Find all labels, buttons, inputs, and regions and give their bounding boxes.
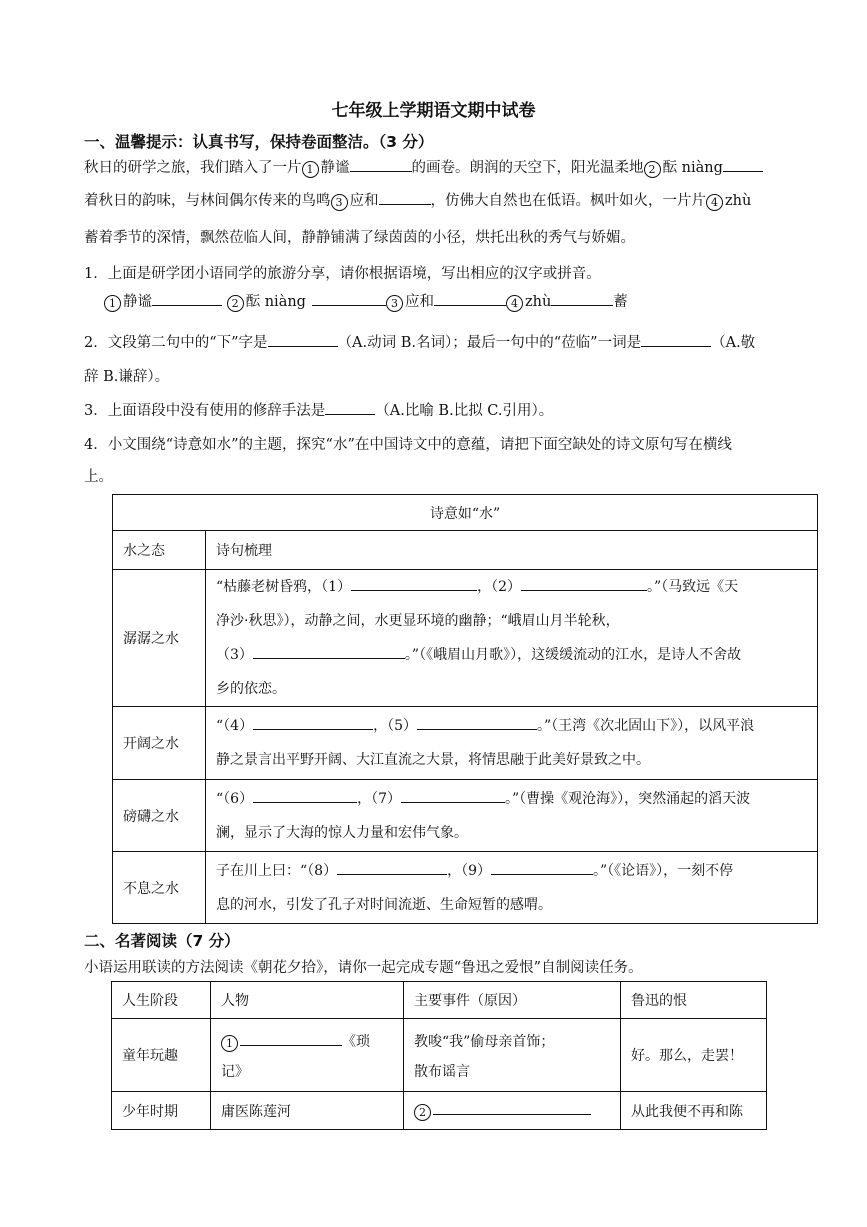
- dotted-word: 静谧: [320, 160, 350, 176]
- section1-heading: 一、温馨提示：认真书写，保持卷面整洁。（3 分）: [84, 133, 434, 151]
- section2-intro: 小语运用联读的方法阅读《朝花夕拾》，请你一起完成专题“鲁迅之爱恨”自制阅读任务。: [84, 960, 643, 976]
- table-header-cell: 主要事件（原因）: [404, 982, 621, 1019]
- water-state: 不息之水: [113, 852, 206, 924]
- answer-blank[interactable]: [152, 291, 222, 306]
- dotted-word: 蓄: [613, 294, 628, 310]
- water-state: 开阔之水: [113, 707, 206, 780]
- passage-line-3: 蓄着季节的深情，飘然莅临人间，静静铺满了绿茵茵的小径，烘托出秋的秀气与娇媚。: [84, 230, 635, 246]
- circled-number: 2: [414, 1104, 431, 1121]
- answer-blank[interactable]: [551, 291, 613, 306]
- question-2-cont: 辞 B.谦辞）。: [84, 369, 170, 385]
- answer-blank[interactable]: [337, 860, 447, 875]
- answer-blank[interactable]: [253, 715, 373, 730]
- circled-number: 3: [386, 295, 403, 312]
- table-row: [113, 707, 818, 780]
- dotted-word: zhù: [524, 294, 552, 310]
- table-header-cell: 水之态: [113, 531, 206, 570]
- circled-number: 4: [706, 194, 723, 211]
- table-header-cell: 鲁迅的恨: [621, 982, 767, 1019]
- dotted-word: 酝 niàng: [662, 160, 723, 176]
- dotted-word: zhù: [725, 193, 752, 209]
- question-1-blanks: [104, 290, 844, 312]
- answer-blank[interactable]: [417, 715, 537, 730]
- answer-blank[interactable]: [401, 788, 505, 803]
- passage-line-1: [84, 156, 824, 178]
- passage-text: 着秋日的韵味，与林间偶尔传来的鸟鸣: [84, 193, 331, 209]
- table-header-cell: 人生阶段: [112, 982, 211, 1019]
- answer-blank[interactable]: [521, 576, 647, 591]
- passage-text: 秋日的研学之旅，我们踏入了一片: [84, 160, 302, 176]
- question-text: （A.比喻 B.比拟 C.引用）。: [375, 403, 554, 419]
- poem-cell: “（4） ，（5） 。”（王湾《次北固山下》），以风平浪 静之景言出平野开阔、大江直流之大景，将情思融于此美好景致之中。: [206, 707, 818, 780]
- table-row: [112, 1092, 767, 1130]
- answer-blank[interactable]: [723, 157, 763, 172]
- table-caption: 诗意如“水”: [113, 495, 818, 531]
- circled-number: 1: [104, 295, 121, 312]
- answer-blank[interactable]: [253, 788, 357, 803]
- table-header-cell: 诗句梳理: [206, 531, 818, 570]
- table-row: [113, 852, 818, 924]
- answer-blank[interactable]: [379, 190, 431, 205]
- dotted-word: 应和: [349, 193, 379, 209]
- answer-blank[interactable]: [240, 1031, 342, 1046]
- question-text: 3．上面语段中没有使用的修辞手法是: [84, 403, 326, 419]
- circled-number: 2: [227, 295, 244, 312]
- circled-number: 1: [302, 161, 319, 178]
- hate-cell: 好。那么，走罢！: [621, 1019, 767, 1092]
- dotted-word: 酝 niàng: [245, 294, 306, 310]
- hate-cell: 从此我便不再和陈: [621, 1092, 767, 1130]
- table-row: [112, 1019, 767, 1092]
- table-row: [113, 780, 818, 852]
- reading-table: [111, 981, 767, 1130]
- question-4: 4．小文围绕“诗意如水”的主题，探究“水”在中国诗文中的意蕴，请把下面空缺处的诗文原句写在横线: [84, 437, 732, 453]
- question-2: [84, 331, 824, 352]
- answer-blank[interactable]: [641, 332, 711, 347]
- answer-blank[interactable]: [351, 576, 477, 591]
- answer-blank[interactable]: [268, 332, 338, 347]
- poem-cell: “（6） ，（7） 。”（曹操《观沧海》），突然涌起的滔天波 澜，显示了大海的惊人力量和宏伟气象。: [206, 780, 818, 852]
- question-text: （A.敬: [711, 335, 756, 351]
- event-cell: 教唆“我”偷母亲首饰； 散布谣言: [404, 1019, 621, 1092]
- answer-blank[interactable]: [325, 400, 375, 415]
- circled-number: 1: [221, 1035, 238, 1052]
- water-state: 潺潺之水: [113, 570, 206, 707]
- answer-blank[interactable]: [312, 291, 386, 306]
- person-cell: 1 《琐 记》: [211, 1019, 404, 1092]
- poetry-table: [112, 494, 818, 924]
- passage-line-2: [84, 189, 824, 211]
- question-text: （A.动词 B.名词）；最后一句中的“莅临”一词是: [337, 335, 642, 351]
- question-1: 1．上面是研学团小语同学的旅游分享，请你根据语境，写出相应的汉字或拼音。: [84, 266, 601, 282]
- section2-heading: 二、名著阅读（7 分）: [84, 932, 240, 950]
- answer-blank[interactable]: [433, 1100, 591, 1115]
- passage-text: ，仿佛大自然也在低语。枫叶如火，一片片: [430, 193, 706, 209]
- dotted-word: 应和: [404, 294, 434, 310]
- dotted-word: 静谧: [123, 294, 152, 310]
- life-stage: 少年时期: [112, 1092, 211, 1130]
- passage-text: 的画卷。朗润的天空下，阳光温柔地: [411, 160, 644, 176]
- circled-number: 3: [331, 194, 348, 211]
- question-3: [84, 399, 824, 420]
- poem-cell: “枯藤老树昏鸦，（1） ，（2） 。”（马致远《天 净沙·秋思》），动静之间，水更显环境的幽静；“峨眉山月半轮秋， （3） 。”（《峨眉山月歌》），这缓缓流动的江水，是诗人不舍故 乡的依恋。: [206, 570, 818, 707]
- answer-blank[interactable]: [491, 860, 593, 875]
- event-cell: [404, 1092, 621, 1130]
- water-state: 磅礴之水: [113, 780, 206, 852]
- person-cell: 庸医陈莲河: [211, 1092, 404, 1130]
- circled-number: 2: [644, 161, 661, 178]
- circled-number: 4: [506, 295, 523, 312]
- page-title: 七年级上学期语文期中试卷: [331, 101, 536, 121]
- poem-cell: 子在川上曰：“（8） ，（9） 。”（《论语》），一刻不停 息的河水，引发了孔子对时间流逝、生命短暂的感喟。: [206, 852, 818, 924]
- table-header-cell: 人物: [211, 982, 404, 1019]
- answer-blank[interactable]: [253, 644, 405, 659]
- table-row: [113, 570, 818, 707]
- question-text: 2．文段第二句中的“下”字是: [84, 335, 268, 351]
- answer-blank[interactable]: [434, 291, 506, 306]
- answer-blank[interactable]: [350, 157, 412, 172]
- question-4-cont: 上。: [84, 469, 113, 485]
- life-stage: 童年玩趣: [112, 1019, 211, 1092]
